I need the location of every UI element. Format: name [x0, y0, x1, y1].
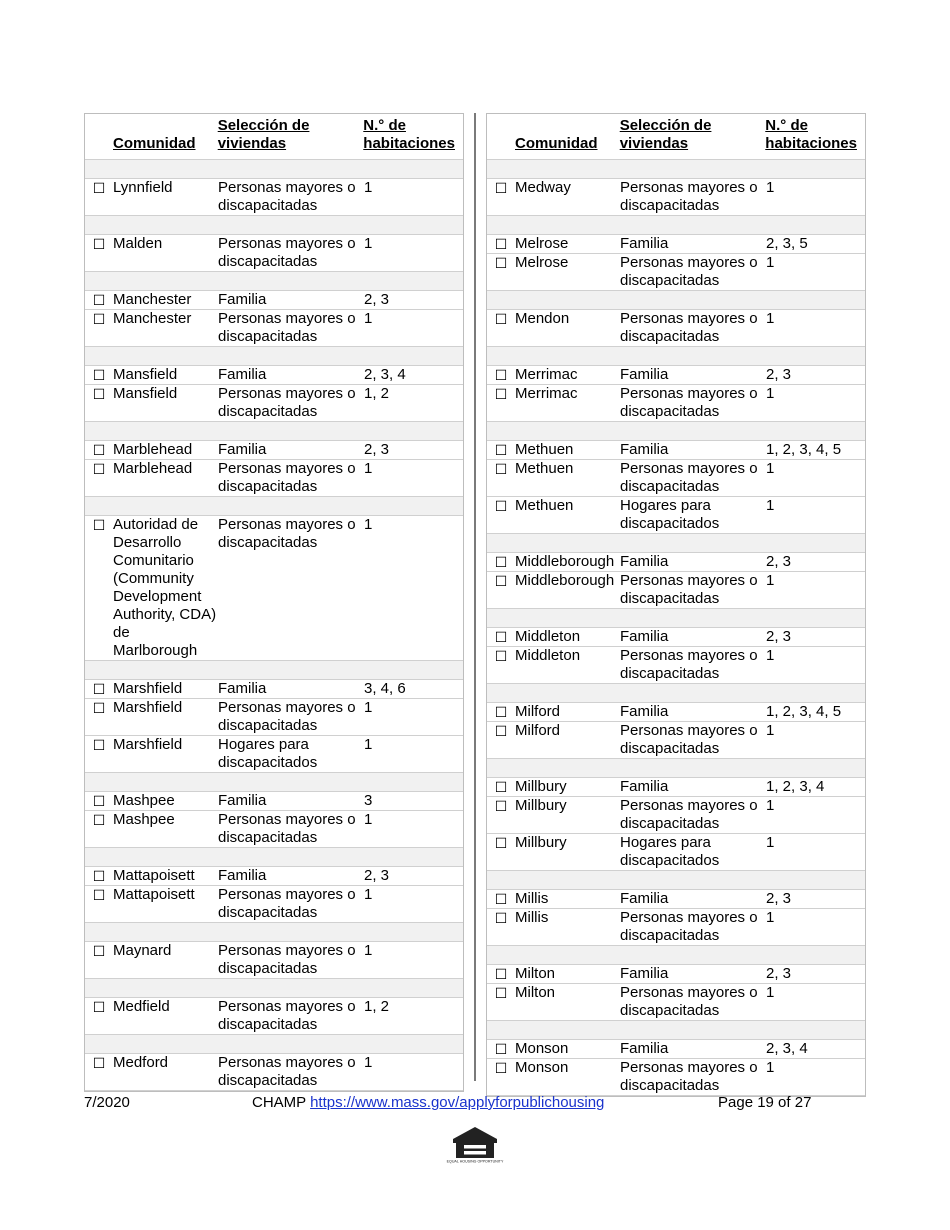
- checkbox[interactable]: ☐: [494, 910, 508, 926]
- selection-cell: Personas mayores o discapacitadas: [218, 942, 356, 977]
- footer-link[interactable]: https://www.mass.gov/applyforpublichousing: [310, 1094, 605, 1111]
- checkbox[interactable]: ☐: [494, 1060, 508, 1076]
- group-spacer: [85, 216, 463, 235]
- table-row: [487, 722, 865, 759]
- header-rooms: N.° de habitaciones: [765, 117, 857, 152]
- header-selection: Selección de viviendas: [619, 117, 712, 152]
- table-row: [85, 680, 463, 699]
- group-spacer: [85, 272, 463, 291]
- selection-cell: Familia: [620, 703, 669, 720]
- community-cell: Millis: [515, 909, 549, 926]
- community-cell: Maynard: [113, 942, 172, 959]
- community-cell: Medway: [515, 179, 571, 196]
- group-spacer: [487, 422, 865, 441]
- selection-cell: Personas mayores o discapacitadas: [218, 516, 356, 551]
- table-row: [487, 909, 865, 946]
- selection-cell: Personas mayores o discapacitadas: [218, 235, 356, 270]
- community-cell: Melrose: [515, 254, 569, 271]
- group-spacer: [487, 609, 865, 628]
- community-cell: Monson: [515, 1059, 569, 1076]
- header-community: Comunidad: [515, 135, 598, 152]
- selection-cell: Personas mayores o discapacitadas: [620, 254, 758, 289]
- table-row: [487, 553, 865, 572]
- group-spacer: [85, 848, 463, 867]
- checkbox[interactable]: ☐: [92, 442, 106, 458]
- community-cell: Monson: [515, 1040, 569, 1057]
- table-row: [85, 699, 463, 736]
- rooms-cell: 1: [766, 460, 775, 477]
- selection-cell: Personas mayores o discapacitadas: [620, 1059, 758, 1094]
- rooms-cell: 2, 3: [766, 890, 792, 907]
- group-spacer: [487, 347, 865, 366]
- community-cell: Manchester: [113, 291, 192, 308]
- checkbox[interactable]: ☐: [494, 723, 508, 739]
- table-row: [487, 441, 865, 460]
- selection-cell: Personas mayores o discapacitadas: [620, 647, 758, 682]
- selection-cell: Familia: [620, 366, 669, 383]
- checkbox[interactable]: ☐: [494, 442, 508, 458]
- community-cell: Marblehead: [113, 460, 193, 477]
- community-cell: Malden: [113, 235, 163, 252]
- checkbox[interactable]: ☐: [92, 236, 106, 252]
- checkbox[interactable]: ☐: [494, 255, 508, 271]
- rooms-cell: 1: [766, 310, 775, 327]
- rooms-cell: 1: [364, 699, 373, 716]
- selection-cell: Personas mayores o discapacitadas: [620, 797, 758, 832]
- community-cell: Melrose: [515, 235, 569, 252]
- selection-cell: Familia: [620, 441, 669, 458]
- checkbox[interactable]: ☐: [494, 798, 508, 814]
- rooms-cell: 2, 3, 4: [364, 366, 406, 383]
- selection-cell: Familia: [620, 235, 669, 252]
- table-row: [85, 886, 463, 923]
- checkbox[interactable]: ☐: [494, 554, 508, 570]
- rooms-cell: 1: [766, 1059, 775, 1076]
- selection-cell: Hogares para discapacitados: [620, 834, 720, 869]
- group-spacer: [85, 160, 463, 179]
- selection-cell: Personas mayores o discapacitadas: [218, 998, 356, 1033]
- community-cell: Marshfield: [113, 680, 183, 697]
- table-row: [487, 797, 865, 834]
- column-divider: [474, 113, 476, 1081]
- table-row: [487, 460, 865, 497]
- checkbox[interactable]: ☐: [494, 704, 508, 720]
- selection-cell: Familia: [218, 366, 267, 383]
- rooms-cell: 3, 4, 6: [364, 680, 406, 697]
- community-cell: Mashpee: [113, 792, 175, 809]
- rooms-cell: 1: [766, 647, 775, 664]
- checkbox[interactable]: ☐: [494, 629, 508, 645]
- checkbox[interactable]: ☐: [92, 1055, 106, 1071]
- table-row: [85, 792, 463, 811]
- table-row: [85, 366, 463, 385]
- table-row: [487, 385, 865, 422]
- community-cell: Medfield: [113, 998, 170, 1015]
- checkbox[interactable]: ☐: [92, 292, 106, 308]
- selection-cell: Hogares para discapacitados: [218, 736, 318, 771]
- rooms-cell: 1, 2, 3, 4, 5: [766, 441, 842, 458]
- checkbox[interactable]: ☐: [92, 737, 106, 753]
- table-row: [85, 516, 463, 661]
- group-spacer: [85, 773, 463, 792]
- selection-cell: Personas mayores o discapacitadas: [620, 179, 758, 214]
- community-cell: Millbury: [515, 834, 567, 851]
- checkbox[interactable]: ☐: [494, 985, 508, 1001]
- rooms-cell: 1: [766, 834, 775, 851]
- table-row: [85, 811, 463, 848]
- group-spacer: [85, 347, 463, 366]
- checkbox[interactable]: ☐: [494, 891, 508, 907]
- community-cell: Mendon: [515, 310, 570, 327]
- community-cell: Middleton: [515, 628, 581, 645]
- selection-cell: Familia: [620, 1040, 669, 1057]
- rooms-cell: 1: [766, 497, 775, 514]
- selection-cell: Personas mayores o discapacitadas: [620, 572, 758, 607]
- community-cell: Methuen: [515, 441, 574, 458]
- group-spacer: [487, 291, 865, 310]
- table-row: [487, 1059, 865, 1096]
- checkbox[interactable]: ☐: [92, 812, 106, 828]
- group-spacer: [487, 759, 865, 778]
- selection-cell: Personas mayores o discapacitadas: [218, 460, 356, 495]
- community-cell: Lynnfield: [113, 179, 173, 196]
- group-spacer: [85, 923, 463, 942]
- rooms-cell: 2, 3: [766, 965, 792, 982]
- table-row: [487, 310, 865, 347]
- rooms-cell: 1: [364, 179, 373, 196]
- community-cell: Merrimac: [515, 385, 578, 402]
- rooms-cell: 1: [364, 942, 373, 959]
- checkbox[interactable]: ☐: [92, 887, 106, 903]
- table-row: [85, 1054, 463, 1091]
- selection-cell: Personas mayores o discapacitadas: [218, 179, 356, 214]
- selection-cell: Personas mayores o discapacitadas: [620, 460, 758, 495]
- community-cell: Manchester: [113, 310, 192, 327]
- community-cell: Milford: [515, 703, 561, 720]
- rooms-cell: 1: [766, 984, 775, 1001]
- selection-cell: Personas mayores o discapacitadas: [620, 722, 758, 757]
- header-rooms: N.° de habitaciones: [363, 117, 455, 152]
- community-cell: Milton: [515, 984, 556, 1001]
- table-row: [487, 647, 865, 684]
- group-spacer: [487, 160, 865, 179]
- selection-cell: Familia: [620, 553, 669, 570]
- checkbox[interactable]: ☐: [494, 180, 508, 196]
- table-row: [487, 497, 865, 534]
- rooms-cell: 1, 2: [364, 385, 390, 402]
- checkbox[interactable]: ☐: [494, 1041, 508, 1057]
- checkbox[interactable]: ☐: [92, 517, 106, 533]
- table-row: [487, 965, 865, 984]
- table-row: [487, 628, 865, 647]
- community-cell: Millbury: [515, 797, 567, 814]
- equal-housing-text: EQUAL HOUSING OPPORTUNITY: [446, 1159, 504, 1164]
- group-spacer: [487, 216, 865, 235]
- group-spacer: [85, 422, 463, 441]
- selection-cell: Familia: [218, 680, 267, 697]
- group-spacer: [487, 946, 865, 965]
- group-spacer: [85, 661, 463, 680]
- rooms-cell: 1: [766, 572, 775, 589]
- checkbox[interactable]: ☐: [92, 461, 106, 477]
- footer-program-name: CHAMP: [252, 1094, 306, 1111]
- checkbox[interactable]: ☐: [494, 236, 508, 252]
- community-cell: Milton: [515, 965, 556, 982]
- table-row: [85, 460, 463, 497]
- checkbox[interactable]: ☐: [494, 498, 508, 514]
- checkbox[interactable]: ☐: [494, 386, 508, 402]
- checkbox[interactable]: ☐: [92, 793, 106, 809]
- group-spacer: [85, 497, 463, 516]
- community-cell: Millbury: [515, 778, 567, 795]
- selection-cell: Personas mayores o discapacitadas: [620, 984, 758, 1019]
- selection-cell: Personas mayores o discapacitadas: [620, 385, 758, 420]
- table-row: [85, 310, 463, 347]
- checkbox[interactable]: ☐: [92, 999, 106, 1015]
- rooms-cell: 1: [364, 886, 373, 903]
- left-table-body: [85, 160, 463, 1091]
- community-cell: Mattapoisett: [113, 867, 195, 884]
- community-cell: Autoridad de Desarrollo Comunitario (Community Development Authority, CDA) de Marlborough: [113, 516, 217, 659]
- community-cell: Millis: [515, 890, 549, 907]
- selection-cell: Hogares para discapacitados: [620, 497, 720, 532]
- right-column-table: [486, 113, 866, 1097]
- community-cell: Milford: [515, 722, 561, 739]
- community-cell: Mansfield: [113, 366, 178, 383]
- rooms-cell: 1: [364, 235, 373, 252]
- selection-cell: Familia: [620, 890, 669, 907]
- table-row: [85, 441, 463, 460]
- table-row: [85, 179, 463, 216]
- selection-cell: Familia: [218, 867, 267, 884]
- table-row: [487, 572, 865, 609]
- rooms-cell: 1: [364, 516, 373, 533]
- left-column-table: [84, 113, 464, 1092]
- group-spacer: [487, 1021, 865, 1040]
- rooms-cell: 2, 3: [766, 553, 792, 570]
- group-spacer: [85, 979, 463, 998]
- group-spacer: [487, 871, 865, 890]
- rooms-cell: 1: [364, 1054, 373, 1071]
- checkbox[interactable]: ☐: [92, 180, 106, 196]
- community-cell: Medford: [113, 1054, 169, 1071]
- header-selection: Selección de viviendas: [217, 117, 310, 152]
- rooms-cell: 1, 2, 3, 4: [766, 778, 825, 795]
- table-row: [487, 1040, 865, 1059]
- selection-cell: Personas mayores o discapacitadas: [620, 310, 758, 345]
- rooms-cell: 2, 3: [766, 366, 792, 383]
- selection-cell: Personas mayores o discapacitadas: [218, 385, 356, 420]
- group-spacer: [487, 684, 865, 703]
- rooms-cell: 1: [364, 460, 373, 477]
- right-table-body: [487, 160, 865, 1096]
- rooms-cell: 1: [766, 722, 775, 739]
- table-row: [487, 703, 865, 722]
- selection-cell: Familia: [218, 441, 267, 458]
- community-cell: Marshfield: [113, 736, 183, 753]
- table-row: [487, 984, 865, 1021]
- checkbox[interactable]: ☐: [92, 367, 106, 383]
- community-cell: Middleborough: [515, 572, 615, 589]
- table-row: [487, 179, 865, 216]
- rooms-cell: 1: [364, 736, 373, 753]
- selection-cell: Personas mayores o discapacitadas: [218, 811, 356, 846]
- checkbox[interactable]: ☐: [92, 681, 106, 697]
- community-cell: Mattapoisett: [113, 886, 195, 903]
- rooms-cell: 1, 2, 3, 4, 5: [766, 703, 842, 720]
- table-row: [85, 291, 463, 310]
- checkbox[interactable]: ☐: [494, 461, 508, 477]
- rooms-cell: 3: [364, 792, 373, 809]
- rooms-cell: 1: [766, 179, 775, 196]
- table-row: [487, 890, 865, 909]
- rooms-cell: 1: [766, 797, 775, 814]
- community-cell: Methuen: [515, 497, 574, 514]
- checkbox[interactable]: ☐: [494, 835, 508, 851]
- rooms-cell: 2, 3, 5: [766, 235, 808, 252]
- table-row: [487, 834, 865, 871]
- community-cell: Marblehead: [113, 441, 193, 458]
- community-cell: Mansfield: [113, 385, 178, 402]
- selection-cell: Familia: [620, 628, 669, 645]
- table-row: [487, 235, 865, 254]
- checkbox[interactable]: ☐: [494, 367, 508, 383]
- checkbox[interactable]: ☐: [494, 573, 508, 589]
- equal-housing-logo: [446, 1125, 504, 1167]
- table-row: [487, 254, 865, 291]
- table-row: [85, 998, 463, 1035]
- rooms-cell: 1: [766, 909, 775, 926]
- selection-cell: Familia: [620, 965, 669, 982]
- checkbox[interactable]: ☐: [92, 311, 106, 327]
- rooms-cell: 1: [766, 254, 775, 271]
- table-header: [487, 114, 865, 160]
- checkbox[interactable]: ☐: [494, 779, 508, 795]
- selection-cell: Personas mayores o discapacitadas: [218, 886, 356, 921]
- rooms-cell: 1: [766, 385, 775, 402]
- checkbox[interactable]: ☐: [494, 966, 508, 982]
- checkbox[interactable]: ☐: [92, 943, 106, 959]
- community-cell: Middleborough: [515, 553, 615, 570]
- selection-cell: Personas mayores o discapacitadas: [218, 1054, 356, 1089]
- community-cell: Middleton: [515, 647, 581, 664]
- table-row: [85, 385, 463, 422]
- selection-cell: Personas mayores o discapacitadas: [218, 699, 356, 734]
- checkbox[interactable]: ☐: [92, 386, 106, 402]
- community-cell: Mashpee: [113, 811, 175, 828]
- footer-page-number: Page 19 of 27: [718, 1094, 812, 1111]
- table-row: [85, 235, 463, 272]
- rooms-cell: 1: [364, 310, 373, 327]
- community-cell: Methuen: [515, 460, 574, 477]
- table-row: [85, 867, 463, 886]
- rooms-cell: 2, 3: [364, 441, 390, 458]
- selection-cell: Personas mayores o discapacitadas: [218, 310, 356, 345]
- checkbox[interactable]: ☐: [494, 311, 508, 327]
- rooms-cell: 2, 3: [364, 867, 390, 884]
- community-cell: Merrimac: [515, 366, 578, 383]
- header-community: Comunidad: [113, 135, 196, 152]
- selection-cell: Personas mayores o discapacitadas: [620, 909, 758, 944]
- rooms-cell: 1, 2: [364, 998, 390, 1015]
- checkbox[interactable]: ☐: [92, 700, 106, 716]
- checkbox[interactable]: ☐: [494, 648, 508, 664]
- selection-cell: Familia: [218, 291, 267, 308]
- table-header: [85, 114, 463, 160]
- table-row: [487, 778, 865, 797]
- table-row: [85, 736, 463, 773]
- rooms-cell: 2, 3: [766, 628, 792, 645]
- footer-program: [252, 1094, 604, 1112]
- table-row: [487, 366, 865, 385]
- group-spacer: [487, 534, 865, 553]
- rooms-cell: 2, 3: [364, 291, 390, 308]
- selection-cell: Familia: [218, 792, 267, 809]
- footer-date: 7/2020: [84, 1094, 130, 1111]
- rooms-cell: 2, 3, 4: [766, 1040, 808, 1057]
- table-row: [85, 942, 463, 979]
- checkbox[interactable]: ☐: [92, 868, 106, 884]
- group-spacer: [85, 1035, 463, 1054]
- selection-cell: Familia: [620, 778, 669, 795]
- rooms-cell: 1: [364, 811, 373, 828]
- community-cell: Marshfield: [113, 699, 183, 716]
